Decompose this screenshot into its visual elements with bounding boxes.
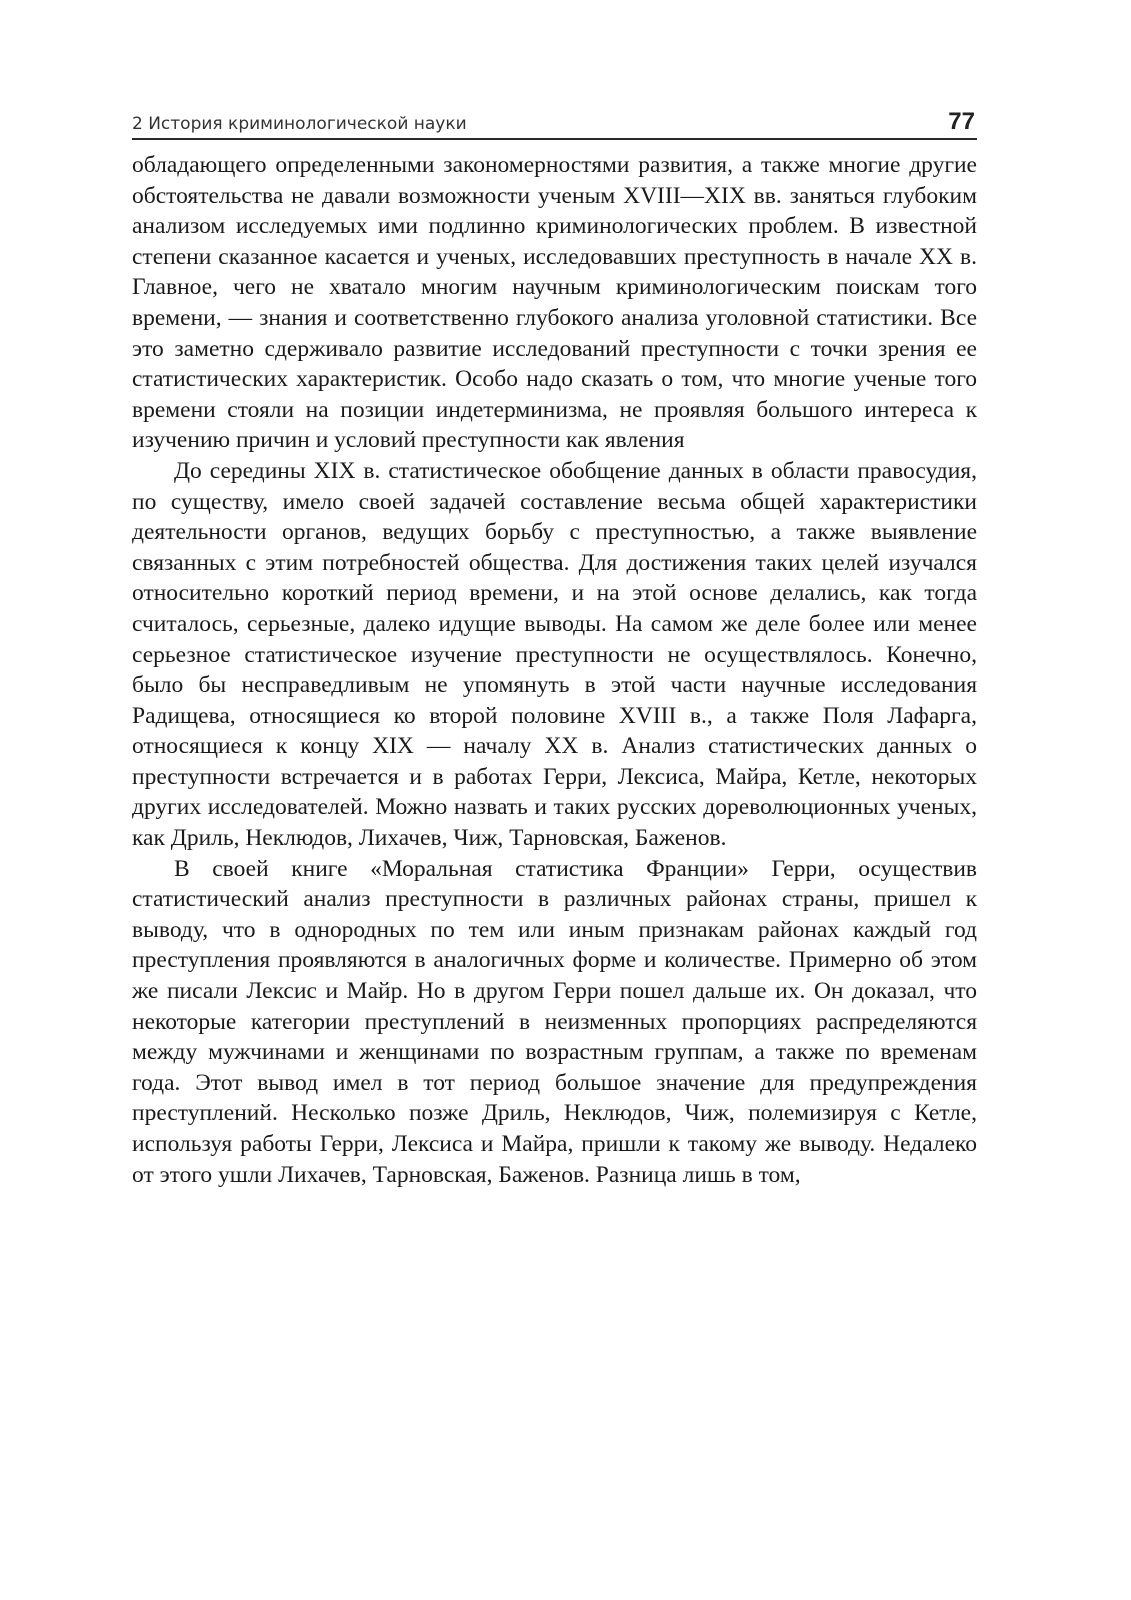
- running-header: [132, 108, 977, 140]
- body-text: [132, 150, 977, 1190]
- paragraph-continued: обладающего определенными закономерностями развития, а также многие другие обстоятельства не давали возможности ученым XVIII—XIX вв. заняться глубоким анализом исследуемых ими подлинно криминологических проблем. В известной степени сказанное касается и ученых, исследовавших преступность в начале XX в. Главное, чего не хватало многим научным криминологическим поискам того времени, — знания и соответственно глубокого анализа уголовной статистики. Все это заметно сдерживало развитие исследований преступности с точки зрения ее статистических характеристик. Особо надо сказать о том, что многие ученые того времени стояли на позиции индетерминизма, не проявляя большого интереса к изучению причин и условий преступности как явления: [132, 152, 977, 454]
- book-page: [132, 108, 977, 1190]
- paragraph: В своей книге «Моральная статистика Франции» Герри, осуществив статистический анализ преступности в различных районах страны, пришел к выводу, что в однородных по тем или иным признакам районах каждый год преступления проявляются в аналогичных форме и количестве. Примерно об этом же писали Лексис и Майр. Но в другом Герри пошел дальше их. Он доказал, что некоторые категории преступлений в неизменных пропорциях распределяются между мужчинами и женщинами по возрастным группам, а также по временам года. Этот вывод имел в тот период большое значение для предупреждения преступлений. Несколько позже Дриль, Неклюдов, Чиж, полемизируя с Кетле, используя работы Герри, Лексиса и Майра, пришли к такому же выводу. Недалеко от этого ушли Лихачев, Тарновская, Баженов. Разница лишь в том,: [132, 855, 977, 1188]
- running-header-title: 2 История криминологической науки: [132, 114, 467, 134]
- page-number: 77: [948, 108, 975, 135]
- paragraph: До середины XIX в. статистическое обобщение данных в области правосудия, по существу, имело своей задачей составление весьма общей характеристики деятельности органов, ведущих борьбу с преступностью, а также выявление связанных с этим потребностей общества. Для достижения таких целей изучался относительно короткий период времени, и на этой основе делались, как тогда считалось, серьезные, далеко идущие выводы. На самом же деле более или менее серьезное статистическое изучение преступности не осуществлялось. Конечно, было бы несправедливым не упомянуть в этой части научные исследования Радищева, относящиеся ко второй половине XVIII в., а также Поля Лафарга, относящиеся к концу XIX — началу XX в. Анализ статистических данных о преступности встречается и в работах Герри, Лексиса, Майра, Кетле, некоторых других исследователей. Можно назвать и таких русских дореволюционных ученых, как Дриль, Неклюдов, Лихачев, Чиж, Тарновская, Баженов.: [132, 457, 977, 852]
